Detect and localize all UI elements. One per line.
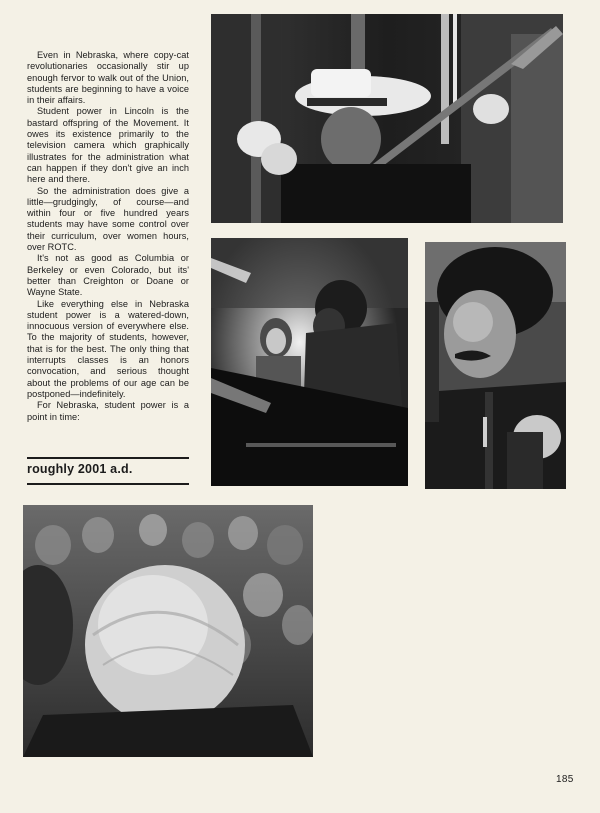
paragraph-1: Even in Nebraska, where copy-cat revolutionaries occasionally stir up enough fervor to walk out of the Union, students are beginning to have a voice in their affairs. bbox=[27, 50, 189, 106]
paragraph-5: Like everything else in Nebraska student power is a watered-down, innocuous version of everywhere else. To the majority of students, however, that is for the best. The only thing that interrupts classes is an honors convocation, and serious thought about the problems of our age can be postponed—indefinitely. bbox=[27, 298, 189, 399]
pianist-photo bbox=[211, 238, 408, 486]
mustached-man-photo bbox=[425, 242, 566, 489]
paragraph-4: It's not as good as Columbia or Berkeley or even Colorado, but its' better than Creighton or Doane or Wayne State. bbox=[27, 253, 189, 298]
pullquote-bottom-rule bbox=[27, 483, 189, 485]
article-column bbox=[27, 50, 189, 423]
pullquote: roughly 2001 a.d. bbox=[27, 462, 133, 476]
paragraph-2: Student power in Lincoln is the bastard offspring of the Movement. It owes its existence primarily to the television camera which graphically illustrates for the administration what can happen if they don't give an inch here and there. bbox=[27, 106, 189, 185]
paragraph-3: So the administration does give a little—grudgingly, of course—and within four or five hundred years students may have some control over their curriculum, over women hours, over ROTC. bbox=[27, 185, 189, 253]
pullquote-top-rule bbox=[27, 457, 189, 459]
page-number: 185 bbox=[556, 774, 574, 785]
honor-guard-photo bbox=[211, 14, 563, 223]
paragraph-6: For Nebraska, student power is a point in time: bbox=[27, 400, 189, 422]
crowd-photo bbox=[23, 505, 313, 757]
